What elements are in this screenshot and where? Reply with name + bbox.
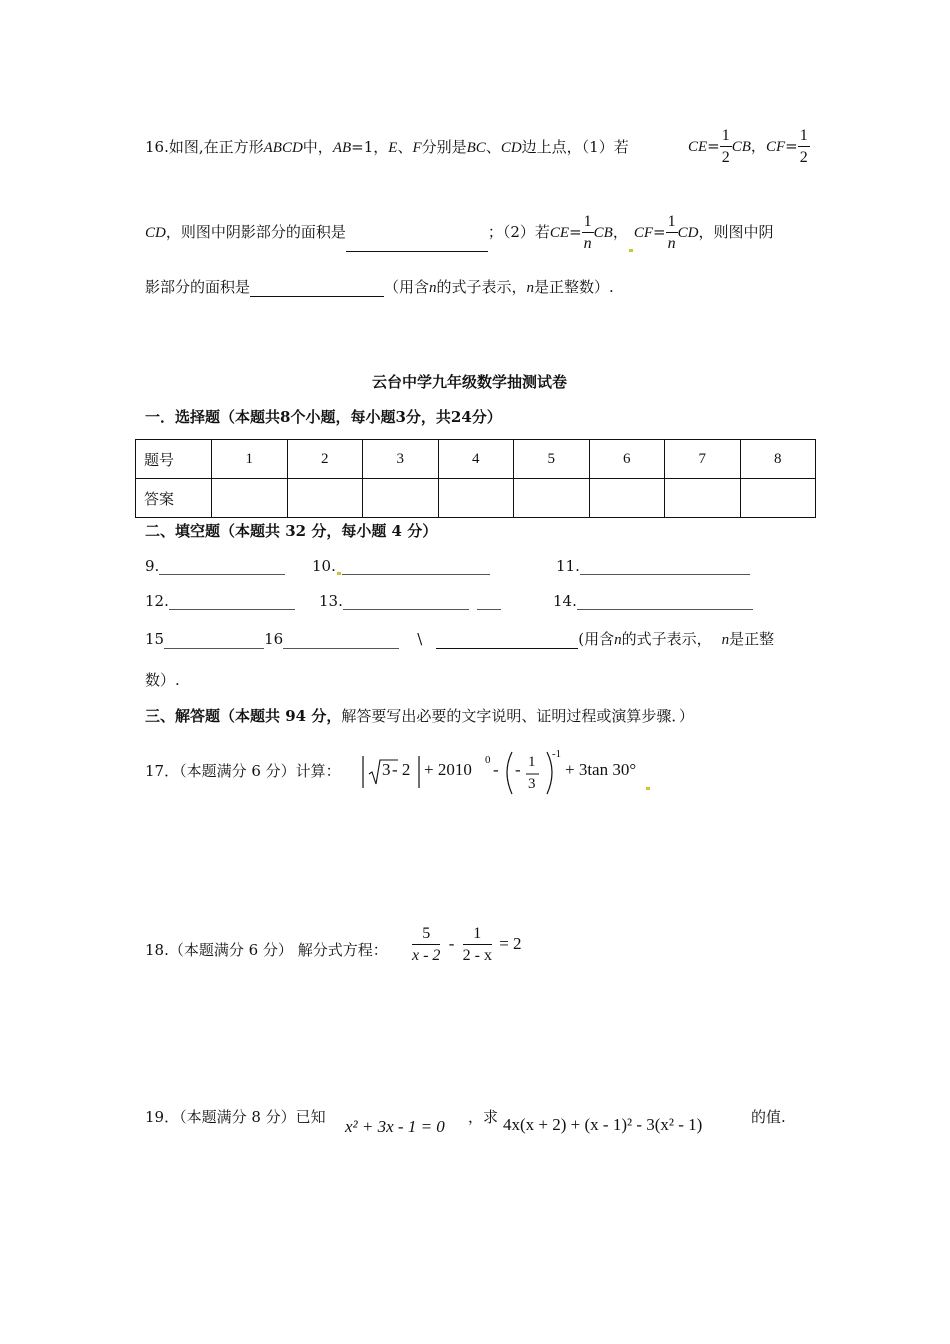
- section-3-title: [145, 705, 694, 726]
- q16-text-a: 16.如图,在正方形: [145, 138, 264, 156]
- q19-label: 19．（本题满分 8 分）已知: [145, 1108, 326, 1126]
- frac-den: 2: [721, 149, 730, 166]
- section-3-title-bold: 三、解答题（本题共 94 分，: [145, 707, 342, 725]
- exam-title: 云台中学九年级数学抽测试卷: [372, 373, 568, 391]
- frac-den: 2: [799, 149, 808, 166]
- q16-line2-comma: ，: [612, 223, 628, 241]
- table-cell: 1: [212, 440, 288, 479]
- frac-num: 1: [720, 128, 732, 147]
- q16-line1: [145, 136, 629, 157]
- q16-half-frac-2: [798, 128, 810, 166]
- q16-abcd: ABCD: [263, 140, 303, 156]
- q16-line2-eq: =: [569, 223, 582, 241]
- q16-ce: CE: [688, 139, 708, 155]
- q18-frac-1: [412, 926, 440, 964]
- q12-label: 12.: [145, 592, 169, 610]
- q18-num1: 5: [412, 926, 440, 945]
- fill-q15-16: [145, 628, 774, 649]
- answer-cell[interactable]: [438, 479, 514, 518]
- q19-line: [145, 1106, 326, 1127]
- q17-exp0: 0: [485, 754, 491, 766]
- q16-answer-blank-2[interactable]: [250, 278, 384, 297]
- q16-note-n: n: [614, 632, 622, 648]
- q16-cd: CD: [500, 140, 522, 156]
- q16-eq2: =: [785, 137, 798, 155]
- q16-line2-c: ，则图中阴: [698, 223, 774, 241]
- q11-blank[interactable]: [580, 558, 750, 575]
- answer-cell[interactable]: [665, 479, 741, 518]
- q19-tail: 的值.: [751, 1108, 786, 1126]
- q16-half-frac-1: [720, 128, 732, 166]
- q17-frac-den: 3: [528, 776, 536, 792]
- frac-den: n: [667, 235, 676, 252]
- q16-eq: =: [707, 137, 720, 155]
- q16-sep2: 、: [485, 138, 501, 156]
- q16-line2: [145, 214, 773, 252]
- q17-sqrt-arg: 3: [382, 760, 391, 779]
- q16-line3-n2: n: [526, 280, 535, 296]
- q15-label: 15: [145, 630, 165, 648]
- answer-cell[interactable]: [740, 479, 816, 518]
- q16-n-frac-1: [582, 214, 594, 252]
- q14-blank[interactable]: [577, 593, 753, 610]
- answer-table: [135, 439, 816, 518]
- q19-expression: 4x(x + 2) + (x - 1)² - 3(x² - 1): [503, 1115, 703, 1134]
- q16-cb: CB: [731, 139, 751, 155]
- q15-blank[interactable]: [164, 632, 264, 649]
- q16-line2-ce: CE: [549, 225, 570, 241]
- q16-line2-b: ；（2）若: [487, 223, 550, 241]
- q16-answer-blank-1[interactable]: [346, 233, 488, 252]
- q16-ce-expr: [688, 128, 810, 166]
- frac-den: n: [583, 235, 592, 252]
- answer-cell[interactable]: [589, 479, 665, 518]
- artifact-dot: [629, 249, 633, 252]
- q10-label: 10.: [312, 557, 336, 575]
- q16-line3-c: 的式子表示，: [436, 278, 527, 296]
- q17-tail: + 3tan 30°: [565, 760, 637, 779]
- table-cell: 5: [514, 440, 590, 479]
- frac-num: 1: [582, 214, 594, 233]
- q16-ab-val: =1，: [351, 138, 389, 156]
- q16-line3-n: n: [429, 280, 437, 296]
- q16-line2-cf: CF: [633, 225, 654, 241]
- q16-line3-d: 是正整数）.: [534, 278, 614, 296]
- table-row: [136, 479, 816, 518]
- fill-q11: [556, 557, 750, 575]
- q19-condition: x² + 3x - 1 = 0: [345, 1117, 445, 1136]
- answer-cell[interactable]: [212, 479, 288, 518]
- q9-label: 9.: [145, 557, 160, 575]
- answer-cell[interactable]: [287, 479, 363, 518]
- q14-label: 14.: [553, 592, 577, 610]
- q17-neg: -: [515, 760, 521, 779]
- q16-note-a: (用含: [578, 630, 615, 648]
- q17-exp-neg1: -1: [552, 748, 562, 760]
- artifact-dot: [337, 572, 341, 575]
- q17-minus: -: [493, 760, 499, 779]
- q16-bc: BC: [466, 140, 486, 156]
- table-cell-label: 题号: [136, 440, 212, 479]
- q16-line2-eq2: =: [653, 223, 666, 241]
- table-cell: 3: [363, 440, 439, 479]
- fill-q14: [553, 592, 753, 610]
- artifact-dot: [646, 787, 650, 790]
- q18-minus: -: [448, 933, 455, 953]
- q10-blank[interactable]: [342, 558, 490, 575]
- q16-n-frac-2: [666, 214, 678, 252]
- q13-blank-extra: [477, 593, 501, 610]
- q9-blank[interactable]: [159, 558, 285, 575]
- fill-q10: [312, 557, 490, 575]
- q16-note-b: 的式子表示，: [621, 630, 712, 648]
- q17-plus2010: + 2010: [424, 760, 472, 779]
- fill-q12: [145, 592, 295, 610]
- table-cell: 4: [438, 440, 514, 479]
- section-3-title-rest: 解答要写出必要的文字说明、证明过程或演算步骤．）: [341, 707, 694, 725]
- q16-line3-b: （用含: [384, 278, 430, 296]
- q16-ab: AB: [332, 140, 352, 156]
- answer-cell[interactable]: [514, 479, 590, 518]
- q18-frac-2: [463, 926, 492, 964]
- q16-line2-cd2: CD: [677, 225, 699, 241]
- q18-num2: 1: [463, 926, 492, 945]
- q16-line2-cd: CD: [145, 225, 166, 241]
- q11-label: 11.: [556, 557, 580, 575]
- q16-text-c: 分别是: [421, 138, 467, 156]
- q18-den1: x - 2: [412, 947, 441, 964]
- q16-blank-b[interactable]: [436, 632, 578, 649]
- q16-text-b: 中，: [302, 138, 333, 156]
- frac-num: 1: [666, 214, 678, 233]
- q16-note-c: 是正整: [729, 630, 775, 648]
- q16-cf: CF: [765, 139, 786, 155]
- q17-frac-num: 1: [528, 754, 536, 770]
- q16-text-d: 边上点，（1）若: [521, 138, 629, 156]
- q16-note-n2: n: [721, 632, 730, 648]
- section-2-title: 二、填空题（本题共 32 分，每小题 4 分）: [145, 522, 438, 540]
- q19-mid: ，求: [468, 1108, 499, 1126]
- table-cell-label: 答案: [136, 479, 212, 518]
- table-cell: 8: [740, 440, 816, 479]
- answer-cell[interactable]: [363, 479, 439, 518]
- table-row: [136, 440, 816, 479]
- q16-sep1: 、: [397, 138, 413, 156]
- frac-num: 1: [798, 128, 810, 147]
- q16-label: 16: [264, 630, 284, 648]
- table-cell: 6: [589, 440, 665, 479]
- q17-minus2: - 2: [392, 760, 411, 779]
- fill-q13: [319, 592, 501, 610]
- q16-line2-cb: CB: [593, 225, 613, 241]
- q16-e: E: [388, 140, 398, 156]
- table-cell: 7: [665, 440, 741, 479]
- q16-f: F: [412, 140, 422, 156]
- q18-equation: [412, 926, 522, 964]
- q16-blank-a[interactable]: [283, 632, 399, 649]
- fill-q9: [145, 557, 285, 575]
- table-cell: 2: [287, 440, 363, 479]
- q12-blank[interactable]: [169, 593, 295, 610]
- section-1-title: 一．选择题（本题共8个小题，每小题3分，共24分）: [145, 408, 502, 426]
- q13-label: 13.: [319, 592, 343, 610]
- q18-rhs: = 2: [499, 933, 522, 953]
- q13-blank[interactable]: [343, 593, 469, 610]
- q18-den2: 2 - x: [462, 947, 492, 964]
- q17-label: 17．（本题满分 6 分）计算：: [145, 762, 341, 780]
- q16-line2-a: ，则图中阴影部分的面积是: [165, 223, 346, 241]
- q16-backslash: \: [417, 630, 423, 648]
- q16-line3-a: 影部分的面积是: [145, 278, 251, 296]
- fill-q16-cont: 数）.: [145, 671, 180, 689]
- q16-line3: [145, 276, 614, 297]
- q18-label: 18.（本题满分 6 分） 解分式方程：: [145, 941, 388, 959]
- q16-comma: ，: [750, 137, 766, 155]
